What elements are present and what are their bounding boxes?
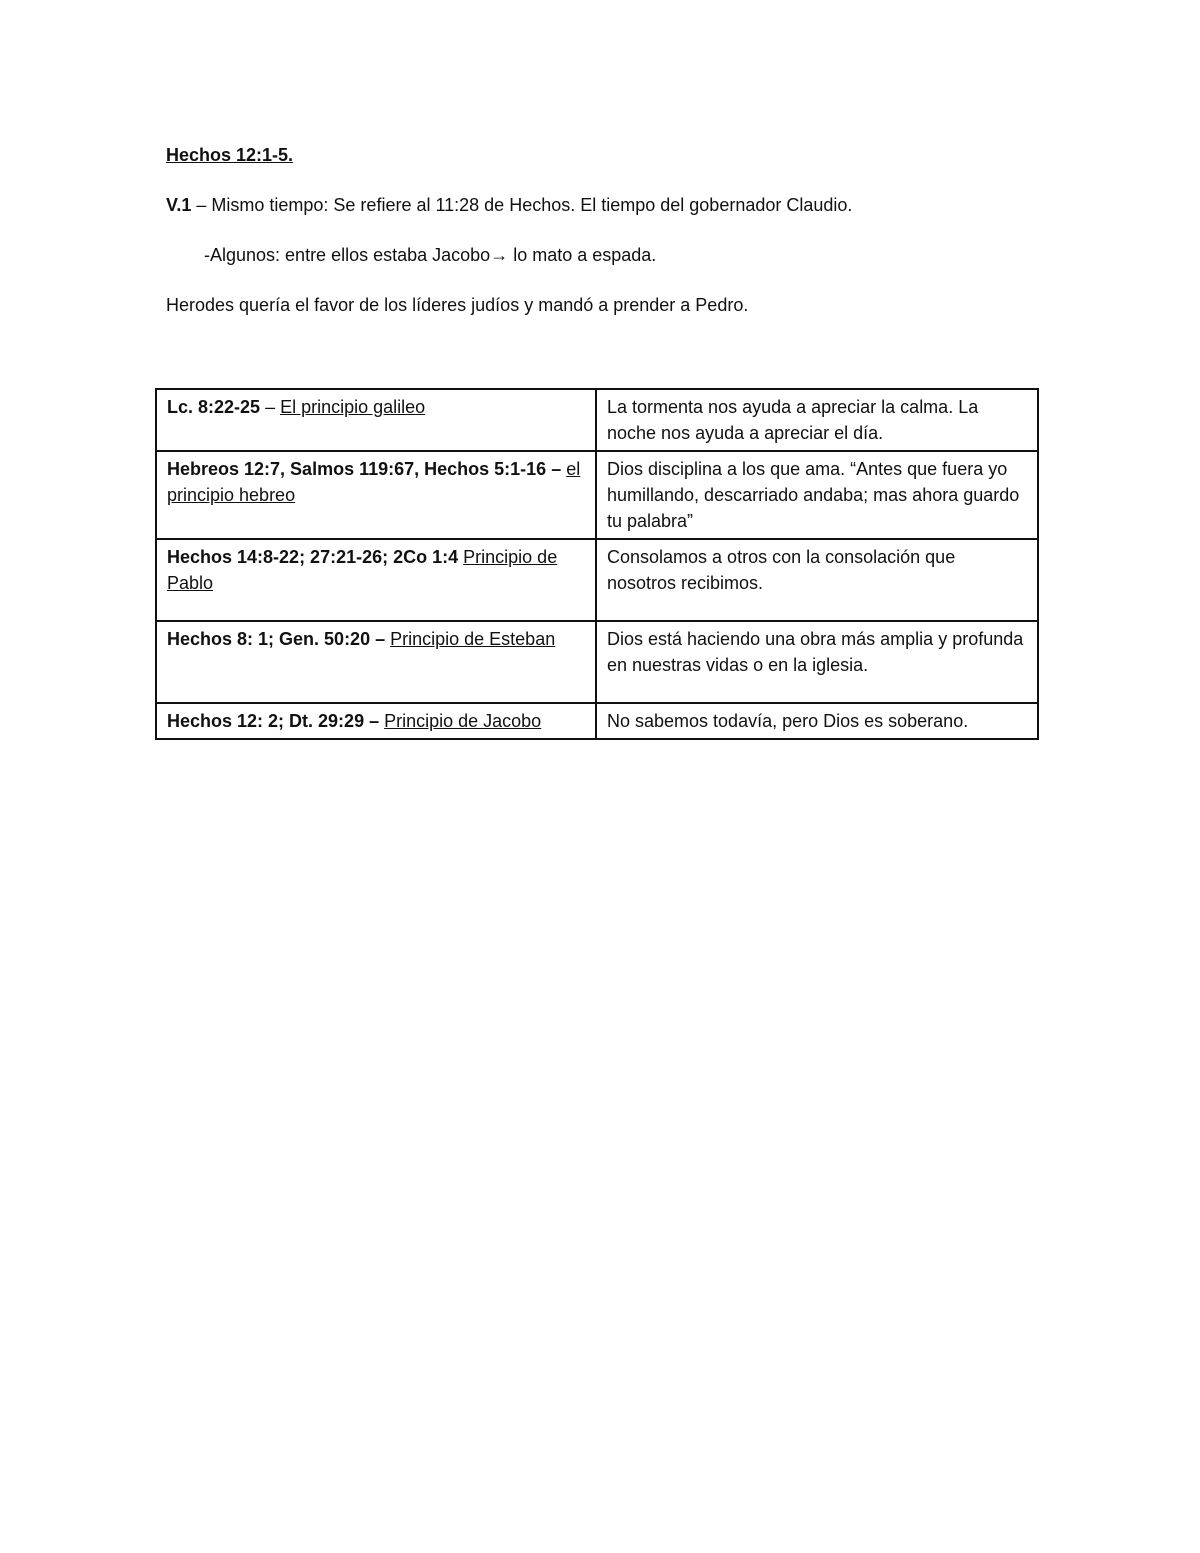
table-row	[156, 703, 1038, 739]
arrow-right-icon: →	[490, 245, 509, 265]
algunos-paragraph	[204, 243, 656, 267]
verse-1-paragraph	[166, 193, 852, 217]
herodes-paragraph: Herodes quería el favor de los líderes judíos y mandó a prender a Pedro.	[166, 295, 749, 315]
verse-1-text: – Mismo tiempo: Se refiere al 11:28 de Hechos. El tiempo del gobernador Claudio.	[191, 195, 853, 215]
meaning-cell: Dios está haciendo una obra más amplia y profunda en nuestras vidas o en la iglesia.	[596, 621, 1038, 703]
reference-text: Lc. 8:22-25	[167, 397, 261, 417]
principle-name: El principio galileo	[280, 397, 426, 417]
meaning-cell: No sabemos todavía, pero Dios es soberano.	[596, 703, 1038, 739]
reference-text: Hechos 12: 2; Dt. 29:29	[167, 711, 365, 731]
table-row	[156, 621, 1038, 703]
page-title: Hechos 12:1-5.	[166, 145, 294, 165]
reference-separator: –	[546, 459, 567, 479]
reference-cell	[156, 389, 596, 451]
algunos-text: -Algunos: entre ellos estaba Jacobo	[204, 245, 491, 265]
reference-cell	[156, 451, 596, 539]
reference-text: Hebreos 12:7, Salmos 119:67, Hechos 5:1-16	[167, 459, 547, 479]
principle-name: el principio hebreo	[167, 459, 581, 505]
table-row	[156, 451, 1038, 539]
verse-1-label: V.1	[166, 195, 192, 215]
meaning-cell: Dios disciplina a los que ama. “Antes que fuera yo humillando, descarriado andaba; mas ahora guardo tu palabra”	[596, 451, 1038, 539]
reference-separator: –	[364, 711, 385, 731]
reference-separator: –	[260, 397, 281, 417]
reference-cell	[156, 703, 596, 739]
reference-separator: –	[370, 629, 391, 649]
reference-cell	[156, 621, 596, 703]
reference-text: Hechos 8: 1; Gen. 50:20	[167, 629, 371, 649]
meaning-cell: La tormenta nos ayuda a apreciar la calma. La noche nos ayuda a apreciar el día.	[596, 389, 1038, 451]
table-row	[156, 539, 1038, 621]
principle-name: Principio de Pablo	[167, 547, 558, 593]
algunos-after: lo mato a espada.	[508, 245, 657, 265]
principle-name: Principio de Esteban	[390, 629, 556, 649]
meaning-cell: Consolamos a otros con la consolación que nosotros recibimos.	[596, 539, 1038, 621]
reference-cell	[156, 539, 596, 621]
table-row	[156, 389, 1038, 451]
principles-table	[155, 388, 1039, 740]
principle-name: Principio de Jacobo	[384, 711, 542, 731]
reference-text: Hechos 14:8-22; 27:21-26; 2Co 1:4	[167, 547, 459, 567]
